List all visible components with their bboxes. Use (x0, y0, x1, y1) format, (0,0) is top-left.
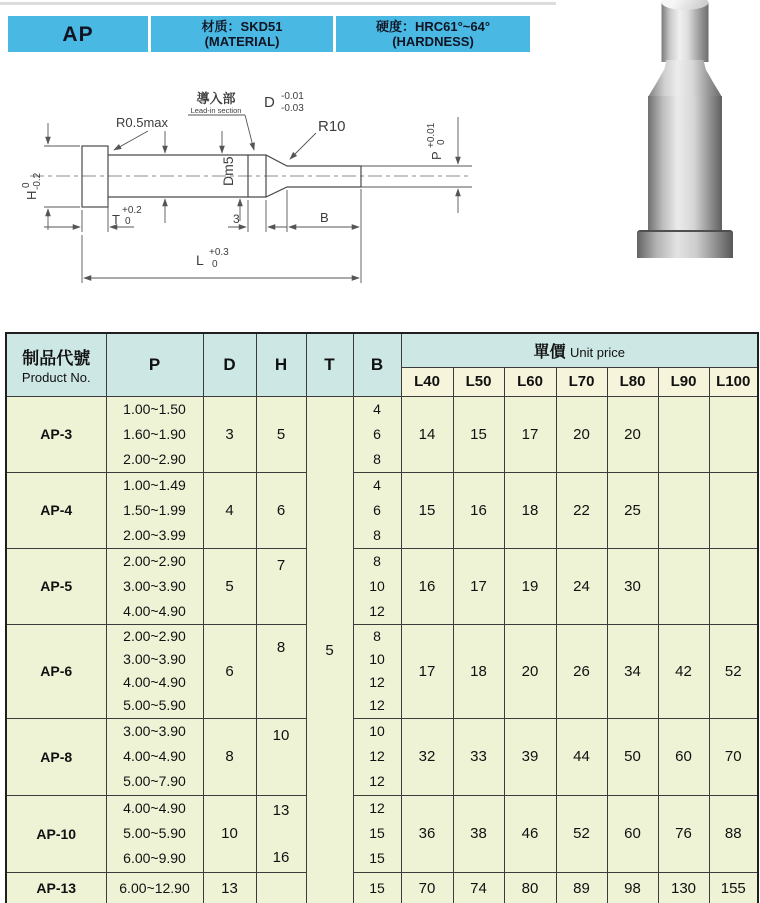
dim-h (21, 123, 80, 230)
b-cell: 15 (353, 872, 401, 903)
price-cell: 39 (504, 718, 556, 795)
header-p: P (106, 333, 203, 396)
table-row-ap4 (6, 472, 758, 548)
t-cell: 5 (306, 396, 353, 903)
price-cell: 22 (556, 472, 607, 548)
price-cell (709, 548, 758, 624)
svg-text:+0.2: +0.2 (122, 205, 142, 216)
d-cell: 3 (203, 396, 256, 472)
table-row-ap13 (6, 872, 758, 903)
price-cell: 60 (658, 718, 709, 795)
price-cell: 89 (556, 872, 607, 903)
header-l90: L90 (658, 367, 709, 396)
label-d-tolerance (264, 91, 304, 114)
b-cell: 10 12 12 (353, 718, 401, 795)
d-cell: 10 (203, 795, 256, 872)
b-cell: 12 15 15 (353, 795, 401, 872)
dim-l (82, 235, 359, 283)
price-cell: 20 (504, 624, 556, 718)
price-cell (658, 396, 709, 472)
product-no: AP-3 (6, 396, 106, 472)
svg-text:導入部: 導入部 (196, 91, 236, 106)
price-cell: 74 (453, 872, 504, 903)
price-cell: 30 (607, 548, 658, 624)
price-cell: 17 (401, 624, 453, 718)
price-cell: 20 (556, 396, 607, 472)
p-cell: 1.00~1.50 1.60~1.90 2.00~2.90 (106, 396, 203, 472)
dim-d-shaft (220, 131, 240, 221)
svg-text:T: T (112, 212, 120, 227)
price-cell: 70 (401, 872, 453, 903)
svg-text:+0.01: +0.01 (426, 122, 437, 148)
p-cell: 3.00~3.90 4.00~4.90 5.00~7.90 (106, 718, 203, 795)
price-cell: 18 (504, 472, 556, 548)
svg-text:D: D (264, 94, 275, 111)
table-row-ap5 (6, 548, 758, 624)
d-cell: 13 (203, 872, 256, 903)
label-r10 (290, 118, 346, 159)
pin-head (82, 146, 108, 207)
header-t: T (306, 333, 353, 396)
price-cell: 52 (709, 624, 758, 718)
price-cell (709, 396, 758, 472)
photo-tip (662, 2, 709, 62)
h-cell: 5 (256, 396, 306, 472)
price-cell: 14 (401, 396, 453, 472)
header-b: B (353, 333, 401, 396)
material-caption: (MATERIAL) (204, 34, 280, 49)
price-cell: 33 (453, 718, 504, 795)
p-cell: 4.00~4.90 5.00~5.90 6.00~9.90 (106, 795, 203, 872)
price-cell: 20 (607, 396, 658, 472)
pin-profile (82, 146, 472, 207)
dim-b (287, 189, 361, 283)
hardness-cell (336, 16, 530, 52)
product-no: AP-10 (6, 795, 106, 872)
price-cell: 18 (453, 624, 504, 718)
price-cell: 25 (607, 472, 658, 548)
price-cell: 15 (401, 472, 453, 548)
price-cell: 19 (504, 548, 556, 624)
price-cell: 60 (607, 795, 658, 872)
svg-text:0: 0 (436, 139, 447, 145)
svg-text:+0.3: +0.3 (209, 247, 229, 258)
header-l40: L40 (401, 367, 453, 396)
p-cell: 1.00~1.49 1.50~1.99 2.00~3.99 (106, 472, 203, 548)
d-cell: 4 (203, 472, 256, 548)
svg-text:P: P (429, 151, 444, 160)
price-cell: 50 (607, 718, 658, 795)
price-cell: 34 (607, 624, 658, 718)
header-product-en: Product No. (21, 370, 91, 386)
header-h: H (256, 333, 306, 396)
table-row-ap8 (6, 718, 758, 795)
price-cell: 42 (658, 624, 709, 718)
product-no: AP-8 (6, 718, 106, 795)
svg-text:B: B (320, 210, 329, 225)
model-name (8, 16, 148, 52)
header-banner (8, 16, 530, 52)
d-cell: 5 (203, 548, 256, 624)
svg-text:R0.5max: R0.5max (116, 115, 169, 130)
price-cell: 17 (453, 548, 504, 624)
dim-p (426, 117, 458, 213)
d-cell: 8 (203, 718, 256, 795)
svg-text:0: 0 (125, 216, 131, 227)
price-cell: 44 (556, 718, 607, 795)
b-cell: 4 6 8 (353, 472, 401, 548)
spec-table (5, 332, 759, 903)
photo-body (648, 96, 722, 232)
b-cell: 8 10 12 12 (353, 624, 401, 718)
photo-flange (637, 230, 733, 258)
product-no: AP-5 (6, 548, 106, 624)
svg-text:-0.2: -0.2 (32, 172, 43, 190)
material-value: 材质：SKD51 (201, 19, 283, 34)
h-cell: 7 (256, 548, 306, 624)
photo-taper (648, 60, 722, 97)
svg-text:Lead-in section: Lead-in section (190, 106, 242, 115)
price-cell: 15 (453, 396, 504, 472)
material-cell (151, 16, 333, 52)
price-cell: 46 (504, 795, 556, 872)
price-cell (709, 472, 758, 548)
price-cell: 38 (453, 795, 504, 872)
tip-surface-extension (361, 166, 472, 187)
h-cell: 6 (256, 472, 306, 548)
price-cell: 16 (453, 472, 504, 548)
dim-t (44, 200, 142, 232)
page-edge-line (0, 2, 556, 5)
dim-3 (228, 200, 287, 232)
price-cell: 155 (709, 872, 758, 903)
h-cell (256, 872, 306, 903)
header-l60: L60 (504, 367, 556, 396)
hardness-caption: (HARDNESS) (392, 34, 474, 49)
header-product-cn: 制品代號 (22, 349, 91, 369)
h-cell: 13 16 (256, 795, 306, 872)
unit-price-cn: 單價 (533, 343, 566, 361)
model-label: AP (62, 22, 94, 46)
price-cell: 17 (504, 396, 556, 472)
product-no: AP-4 (6, 472, 106, 548)
price-cell: 52 (556, 795, 607, 872)
h-cell: 10 (256, 718, 306, 795)
header-row-1 (6, 333, 758, 367)
table-row-ap6 (6, 624, 758, 718)
h-cell: 8 (256, 624, 306, 718)
header-l50: L50 (453, 367, 504, 396)
unit-price-en: Unit price (570, 344, 625, 360)
price-cell: 70 (709, 718, 758, 795)
product-no: AP-13 (6, 872, 106, 903)
price-cell: 76 (658, 795, 709, 872)
price-cell: 36 (401, 795, 453, 872)
price-cell: 32 (401, 718, 453, 795)
header-l100: L100 (709, 367, 758, 396)
d-cell: 6 (203, 624, 256, 718)
svg-text:-0.01: -0.01 (281, 91, 304, 102)
price-cell: 16 (401, 548, 453, 624)
svg-text:H: H (24, 190, 39, 200)
header-l70: L70 (556, 367, 607, 396)
p-cell: 2.00~2.90 3.00~3.90 4.00~4.90 5.00~5.90 (106, 624, 203, 718)
p-cell: 2.00~2.90 3.00~3.90 4.00~4.90 (106, 548, 203, 624)
technical-drawing (0, 55, 520, 305)
price-cell (658, 548, 709, 624)
table-row-ap3 (6, 396, 758, 472)
price-cell: 98 (607, 872, 658, 903)
price-cell: 130 (658, 872, 709, 903)
p-cell: 6.00~12.90 (106, 872, 203, 903)
header-d: D (203, 333, 256, 396)
price-cell: 24 (556, 548, 607, 624)
svg-text:Dm5: Dm5 (220, 156, 236, 186)
header-l80: L80 (607, 367, 658, 396)
header-product-no (6, 333, 106, 396)
header-unit-price (401, 333, 758, 367)
label-lead-in (188, 91, 254, 150)
svg-text:R10: R10 (318, 118, 346, 135)
svg-text:0: 0 (212, 259, 218, 270)
product-no: AP-6 (6, 624, 106, 718)
product-photo (612, 0, 758, 258)
svg-text:3: 3 (233, 212, 240, 226)
b-cell: 4 6 8 (353, 396, 401, 472)
svg-text:0: 0 (21, 182, 32, 188)
svg-text:L: L (196, 252, 204, 268)
b-cell: 8 10 12 (353, 548, 401, 624)
price-cell (658, 472, 709, 548)
svg-text:-0.03: -0.03 (281, 103, 304, 114)
price-cell: 26 (556, 624, 607, 718)
price-cell: 80 (504, 872, 556, 903)
table-row-ap10 (6, 795, 758, 872)
price-cell: 88 (709, 795, 758, 872)
hardness-value: 硬度：HRC61°~64° (375, 19, 491, 34)
